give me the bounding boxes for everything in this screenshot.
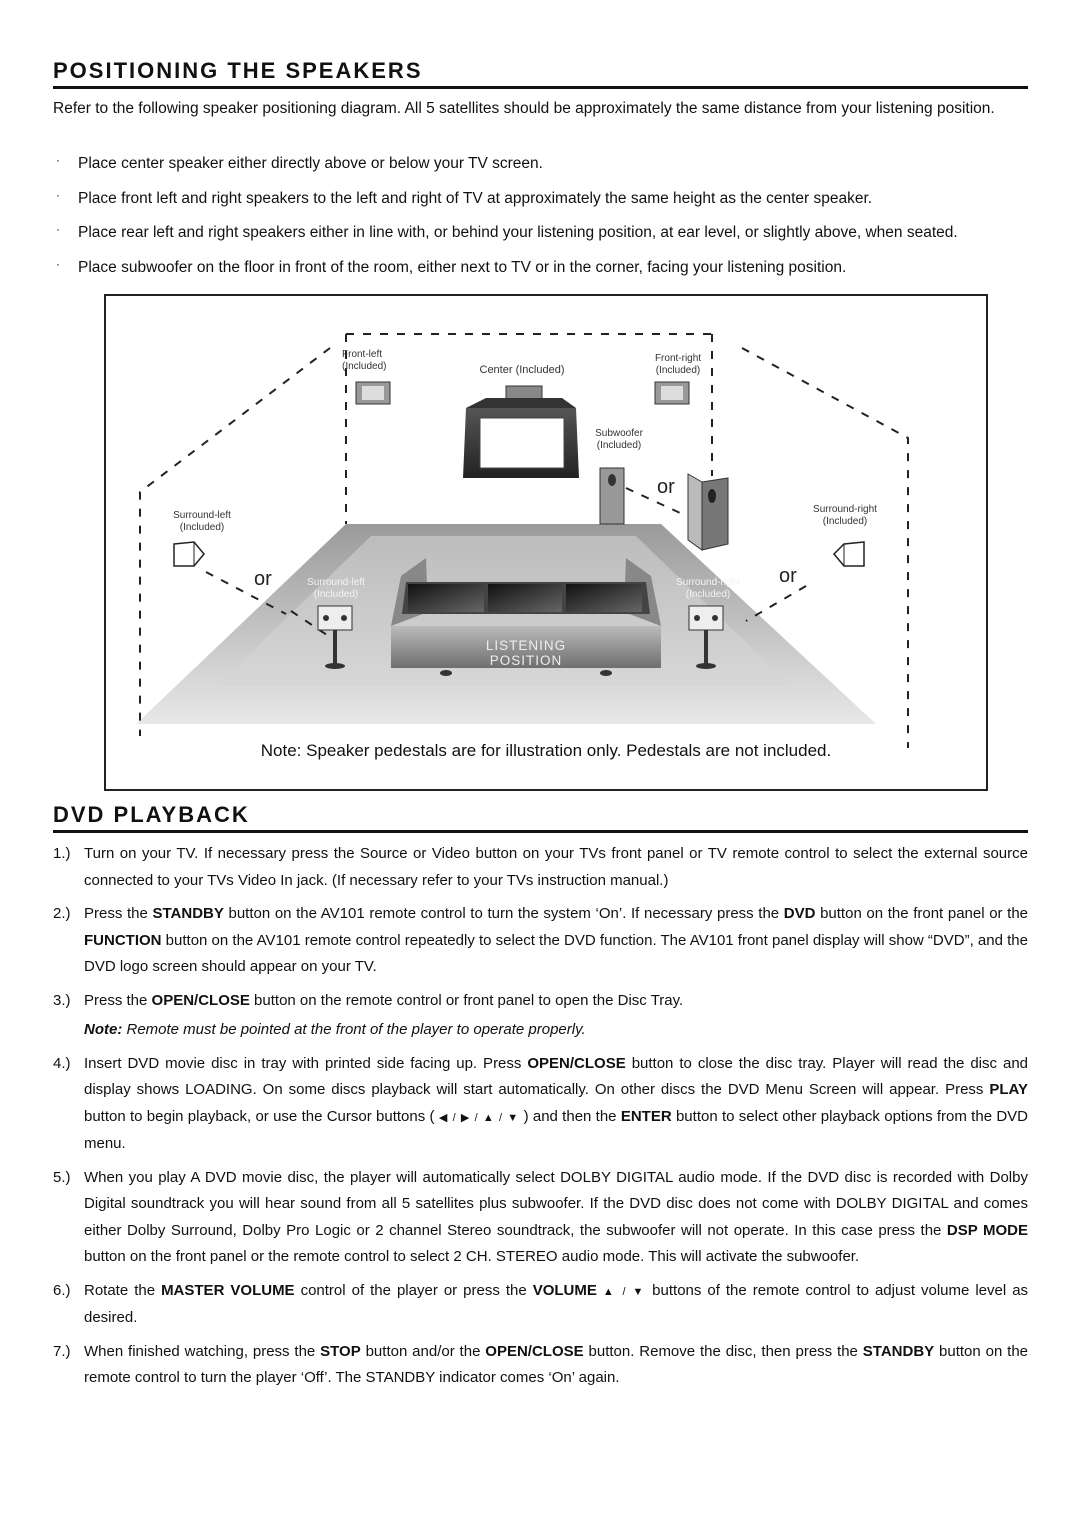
step-bold-text: STANDBY: [862, 1342, 935, 1360]
step-bold-text: STOP: [320, 1342, 361, 1360]
step-text: button on the remote control or front panel to open the Disc Tray.: [249, 991, 684, 1009]
step-number: 1.): [53, 845, 71, 862]
surround-left-included: (Included): [179, 522, 225, 533]
step-item: [53, 1051, 1028, 1158]
surround-left-label-name: Surround-left: [173, 510, 231, 521]
section-title-dvd-playback: DVD PLAYBACK: [53, 802, 1028, 833]
bullet-mark: ·: [56, 153, 60, 167]
or-label-subwoofer: or: [657, 476, 675, 498]
bullet-mark: ·: [56, 256, 60, 271]
cursor-arrows-icon: ▲ / ▼: [602, 1285, 647, 1298]
surround-left-pedestal-label-name: Surround-left: [307, 577, 365, 588]
or-label-left: or: [254, 568, 272, 590]
section-title-positioning: POSITIONING THE SPEAKERS: [53, 58, 1028, 89]
step-item: [53, 901, 1028, 981]
front-left-label-name: Front-left: [342, 349, 383, 360]
or-label-right: or: [779, 565, 797, 587]
intro-paragraph: Refer to the following speaker positioning diagram. All 5 satellites should be approximately the same distance from your listening position.: [53, 100, 995, 117]
bullet-item: [53, 223, 1033, 243]
step-text: button on the remote control to turn the player ‘Off’. The STANDBY indicator comes ‘On’ again.: [84, 1342, 1029, 1386]
step-item: [53, 841, 1028, 894]
step-text: When you play A DVD movie disc, the player will automatically select DOLBY DIGITAL audio mode. If the DVD disc is recorded with Dolby Digital soundtrack you will hear sound from all 5 satellites plus subwoofer. If the DVD disc does not come with DOLBY DIGITAL and comes either Dolby Surround, Dolby Pro Logic or 2 channel Stereo soundtrack, the subwoofer will not operate. In this case press the: [84, 1168, 1028, 1239]
step-text: buttons of the remote control to adjust volume level as desired.: [84, 1281, 1029, 1326]
step-text: button on the front panel or the remote control to select 2 CH. STEREO audio mode. This will activate the subwoofer.: [84, 1248, 860, 1265]
pedestal-note: Note: Speaker pedestals are for illustration only. Pedestals are not included.: [260, 741, 832, 760]
surround-right-included: (Included): [822, 516, 868, 527]
step-bold-text: FUNCTION: [84, 931, 162, 949]
subwoofer-option-2: [688, 474, 728, 550]
step-number: 3.): [53, 991, 71, 1009]
step-text: Insert DVD movie disc in tray with printed side facing up. Press: [84, 1054, 528, 1072]
step-item: [53, 1339, 1028, 1392]
bullet-mark: ·: [56, 222, 60, 236]
bullet-list: [53, 154, 1033, 292]
surround-right-pedestal-included: (Included): [685, 589, 731, 600]
step-bold-text: ENTER: [620, 1107, 672, 1125]
surround-right-pedestal-label: [668, 577, 748, 601]
surround-right-pedestal-label-name: Surround-right: [676, 577, 740, 588]
bullet-mark: ·: [56, 187, 60, 202]
bullet-text: Place center speaker either directly above or below your TV screen.: [78, 155, 543, 172]
step-text: Turn on your TV. If necessary press the Source or Video button on your TVs front panel or TV remote control to select the external source connected to your TVs Video In jack. (If necessary refer to your TVs instruction manual.): [84, 845, 1028, 889]
front-right-speaker: [655, 382, 689, 404]
step-text: button. Remove the disc, then press the: [583, 1342, 863, 1360]
front-right-label-name: Front-right: [654, 353, 702, 364]
step-text: Rotate the: [84, 1281, 162, 1299]
tv-with-center-speaker: [463, 386, 579, 478]
step-number: 4.): [53, 1054, 71, 1072]
step-number: 5.): [53, 1168, 71, 1186]
step-text: button to begin playback, or use the Cursor buttons (: [84, 1107, 439, 1125]
surround-left-wall-speaker: [174, 542, 204, 566]
front-left-included: (Included): [342, 361, 387, 372]
step-text: Remote must be pointed at the front of the player to operate properly.: [122, 1021, 586, 1038]
step-bold-text: DSP MODE: [946, 1221, 1028, 1239]
step-bold-text: Note:: [84, 1021, 123, 1038]
front-right-label: [646, 353, 710, 377]
bullet-text: Place front left and right speakers to the left and right of TV at approximately the same height as the center speaker.: [78, 189, 873, 207]
bullet-text: Place subwoofer on the floor in front of the room, either next to TV or in the corner, facing your listening position.: [78, 258, 847, 276]
step-bold-text: OPEN/CLOSE: [485, 1342, 584, 1360]
step-text: button to select other playback options from the DVD menu.: [84, 1107, 1028, 1152]
subwoofer-option-1: [600, 468, 624, 524]
listening-label: LISTENING: [485, 638, 567, 653]
surround-right-label: [802, 504, 888, 528]
step-text: When finished watching, press the: [84, 1342, 321, 1360]
surround-right-label-name: Surround-right: [813, 504, 877, 515]
step-bold-text: OPEN/CLOSE: [151, 991, 250, 1009]
step-number: 7.): [53, 1342, 71, 1360]
subwoofer-label: [584, 428, 654, 452]
surround-right-wall-speaker: [834, 542, 864, 566]
step-text: button on the front panel or the: [815, 905, 1029, 922]
step-text: button on the AV101 remote control to turn the system ‘On’. If necessary press the: [223, 905, 784, 922]
surround-left-pedestal-included: (Included): [313, 589, 359, 600]
step-text: button on the AV101 remote control repeatedly to select the DVD function. The AV101 front panel display will show “DVD”, and the DVD logo screen should appear on your TV.: [84, 931, 1028, 975]
front-left-label: [342, 349, 402, 373]
surround-left-label: [162, 510, 242, 534]
step-bold-text: STANDBY: [152, 905, 224, 922]
step-item: [53, 1278, 1028, 1332]
listening-position-label: [466, 638, 586, 668]
step-text: Press the: [84, 905, 153, 922]
center-label: Center (Included): [479, 364, 565, 376]
step-note: [53, 1017, 1028, 1044]
bullet-text: Place rear left and right speakers either in line with, or behind your listening position, at ear level, or slightly above, when seated.: [78, 224, 958, 241]
step-bold-text: VOLUME: [532, 1281, 597, 1299]
step-item: [53, 988, 1028, 1015]
step-bold-text: OPEN/CLOSE: [527, 1054, 626, 1072]
step-number: 6.): [53, 1281, 71, 1299]
step-text: ) and then the: [519, 1107, 621, 1125]
surround-left-pedestal-label: [298, 577, 374, 601]
speaker-diagram: [104, 294, 988, 791]
step-text: button and/or the: [360, 1342, 486, 1360]
step-number: 2.): [53, 905, 71, 922]
step-bold-text: PLAY: [989, 1081, 1028, 1098]
front-right-included: (Included): [655, 365, 701, 376]
position-label: POSITION: [489, 653, 563, 668]
bullet-item: [53, 154, 1033, 174]
step-text: Press the: [84, 991, 152, 1009]
step-bold-text: DVD: [783, 905, 816, 922]
step-text: control of the player or press the: [294, 1281, 533, 1299]
bullet-item: [53, 189, 1033, 209]
step-item: [53, 1165, 1028, 1271]
subwoofer-label-name: Subwoofer: [595, 428, 643, 439]
step-bold-text: MASTER VOLUME: [161, 1281, 295, 1299]
front-left-speaker: [356, 382, 390, 404]
playback-steps: [53, 841, 1028, 1399]
cursor-arrows-icon: ◀ / ▶ / ▲ / ▼: [438, 1111, 520, 1124]
step-text: button to close the disc tray. Player will read the disc and display shows LOADING. On some discs playback will start automatically. On other discs the DVD Menu Screen will appear. Press: [84, 1054, 1029, 1098]
subwoofer-included: (Included): [596, 440, 642, 451]
bullet-item: [53, 258, 1033, 278]
